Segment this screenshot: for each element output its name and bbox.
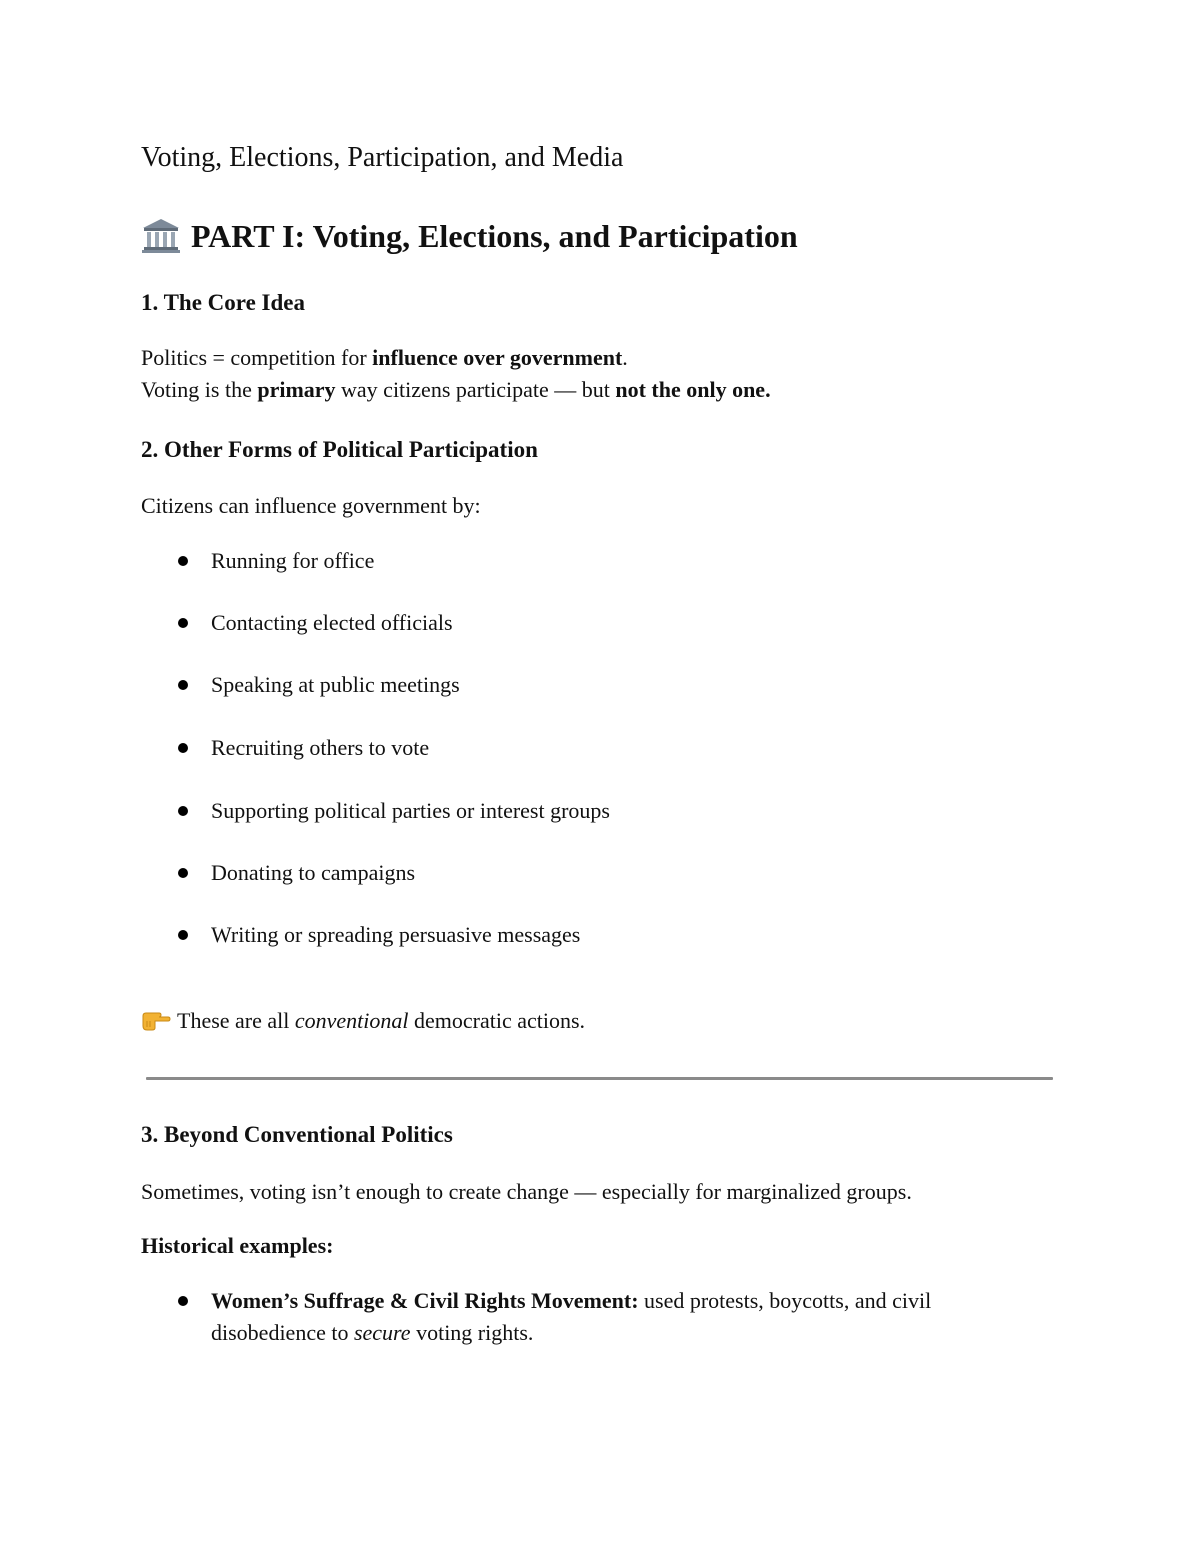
text-span: democratic actions. (408, 1008, 586, 1033)
pointing-hand-icon (141, 1006, 171, 1032)
bullet-icon (178, 1296, 188, 1306)
historical-examples-label (141, 1230, 333, 1262)
paragraph-conventional-note (141, 1005, 585, 1037)
bold-text: Women’s Suffrage & Civil Rights Movement: (211, 1288, 639, 1313)
bullet-icon (178, 618, 188, 628)
bullet-icon (178, 743, 188, 753)
list-item-text: Running for office (211, 548, 375, 573)
section-heading-beyond-conventional: 3. Beyond Conventional Politics (141, 1122, 453, 1147)
bold-text: Historical examples: (141, 1233, 334, 1258)
list-item (178, 1285, 1008, 1349)
paragraph-sometimes: Sometimes, voting isn’t enough to create change — especially for marginalized groups. (141, 1179, 912, 1204)
paragraph-politics (141, 342, 628, 374)
list-item (178, 545, 374, 577)
document-title: Voting, Elections, Participation, and Media (141, 142, 624, 173)
list-item (178, 857, 415, 889)
part-heading-text: PART I: Voting, Elections, and Participation (191, 218, 798, 254)
list-item-text: Donating to campaigns (211, 860, 416, 885)
list-item (178, 669, 460, 701)
list-item-text (211, 1285, 1008, 1349)
list-item (178, 607, 453, 639)
paragraph-voting (141, 374, 771, 406)
italic-text: secure (353, 1320, 411, 1345)
italic-text: conventional (294, 1008, 409, 1033)
text-span: used protests, boycotts, and civil disobedience to (211, 1288, 932, 1345)
bullet-icon (178, 556, 188, 566)
bullet-icon (178, 806, 188, 816)
text-span: Voting is the (141, 377, 258, 402)
bold-text: influence over government (372, 345, 623, 370)
list-item (178, 795, 610, 827)
bullet-icon (178, 680, 188, 690)
bold-text: not the only one. (615, 377, 771, 402)
part-heading (141, 215, 798, 257)
horizontal-divider (146, 1077, 1053, 1080)
bold-text: primary (257, 377, 336, 402)
bullet-icon (178, 868, 188, 878)
list-item-text: Recruiting others to vote (211, 735, 430, 760)
section-heading-core-idea: 1. The Core Idea (141, 290, 305, 315)
text-span: . (622, 345, 628, 370)
list-item-text: Contacting elected officials (211, 610, 453, 635)
section-heading-other-forms: 2. Other Forms of Political Participation (141, 437, 538, 462)
paragraph-citizens-intro: Citizens can influence government by: (141, 493, 481, 518)
list-item-text: Writing or spreading persuasive messages (211, 922, 581, 947)
list-item (178, 732, 429, 764)
list-item-text: Speaking at public meetings (211, 672, 460, 697)
text-span: way citizens participate — but (335, 377, 616, 402)
classical-building-icon (141, 217, 181, 255)
text-span: voting rights. (410, 1320, 534, 1345)
bullet-icon (178, 930, 188, 940)
list-item (178, 919, 580, 951)
list-item-text: Supporting political parties or interest groups (211, 798, 610, 823)
text-span: Politics = competition for (141, 345, 373, 370)
text-span: These are all (177, 1008, 295, 1033)
